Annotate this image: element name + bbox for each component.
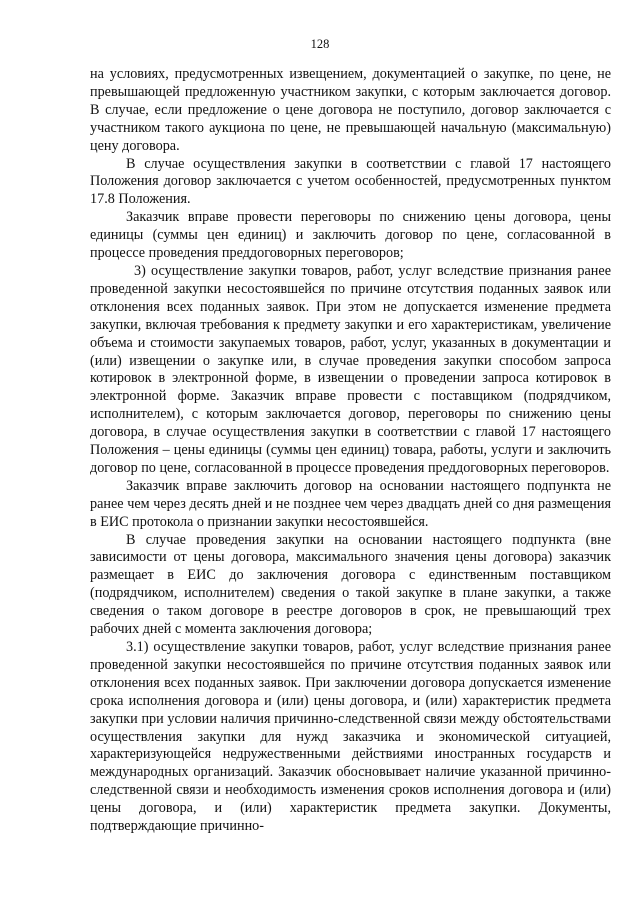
- paragraph-chapter-17: В случае осуществления закупки в соответствии с главой 17 настоящего Положения договор заключается с учетом особенностей, предусмотренных пунктом 17.8 Положения.: [90, 155, 611, 208]
- paragraph-item-3: 3) осуществление закупки товаров, работ, услуг вследствие признания ранее проведенной закупки несостоявшейся по причине отсутствия поданных заявок или отклонения всех поданных заявок. При этом не допускается изменение предмета закупки, включая требования к предмету закупки и его характеристикам, увеличение объема и стоимости закупаемых товаров, работ, услуг, указанных в документации и (или) извещении о закупке или, в случае проведения закупки способом запроса котировок в электронной форме, в извещении о проведении запроса котировок в электронной форме. Заказчик вправе провести с поставщиком (подрядчиком, исполнителем), с которым заключается договор, переговоры по снижению цены договора, в случае осуществления закупки в соответствии с главой 17 настоящего Положения – цены единицы (суммы цен единиц) товара, работы, услуги и заключить договор по цене, согласованной в процессе проведения преддоговорных переговоров.: [90, 262, 611, 476]
- document-body: [90, 66, 611, 836]
- paragraph-eis-publication: В случае проведения закупки на основании настоящего подпункта (вне зависимости от цены договора, максимального значения цены договора) заказчик размещает в ЕИС до заключения договора с единственным поставщиком (подрядчиком, исполнителем) сведения о такой закупке в плане закупки, а также сведения о таком договоре в реестре договоров в срок, не превышающий трех рабочих дней с момента заключения договора;: [90, 531, 611, 638]
- page-number: 128: [310, 37, 330, 51]
- paragraph-contract-timing: Заказчик вправе заключить договор на основании настоящего подпункта не ранее чем через десять дней и не позднее чем через двадцать дней со дня размещения в ЕИС протокола о признании закупки несостоявшейся.: [90, 477, 611, 530]
- paragraph-continuation: на условиях, предусмотренных извещением, документацией о закупке, по цене, не превышающей предложенную участником закупки, с которым заключается договор. В случае, если предложение о цене договора не поступило, договор заключается с участником такого аукциона по цене, не превышающей начальную (максимальную) цену договора.: [90, 66, 611, 154]
- paragraph-item-3-1: 3.1) осуществление закупки товаров, работ, услуг вследствие признания ранее проведенной закупки несостоявшейся по причине отсутствия поданных заявок или отклонения всех поданных заявок. При заключении договора допускается изменение срока исполнения договора и (или) цены договора, и (или) характеристик предмета закупки при условии наличия причинно-следственной связи между обстоятельствами осуществления закупки для нужд заказчика и экономической ситуацией, характеризующейся недружественными действиями иностранных государств и международных организаций. Заказчик обосновывает наличие указанной причинно-следственной связи и необходимость изменения сроков исполнения договора и (или) цены договора, и (или) характеристик предмета закупки. Документы, подтверждающие причинно-: [90, 639, 611, 835]
- paragraph-negotiations: Заказчик вправе провести переговоры по снижению цены договора, цены единицы (суммы цен единиц) и заключить договор по цене, согласованной в процессе проведения преддоговорных переговоров;: [90, 209, 611, 262]
